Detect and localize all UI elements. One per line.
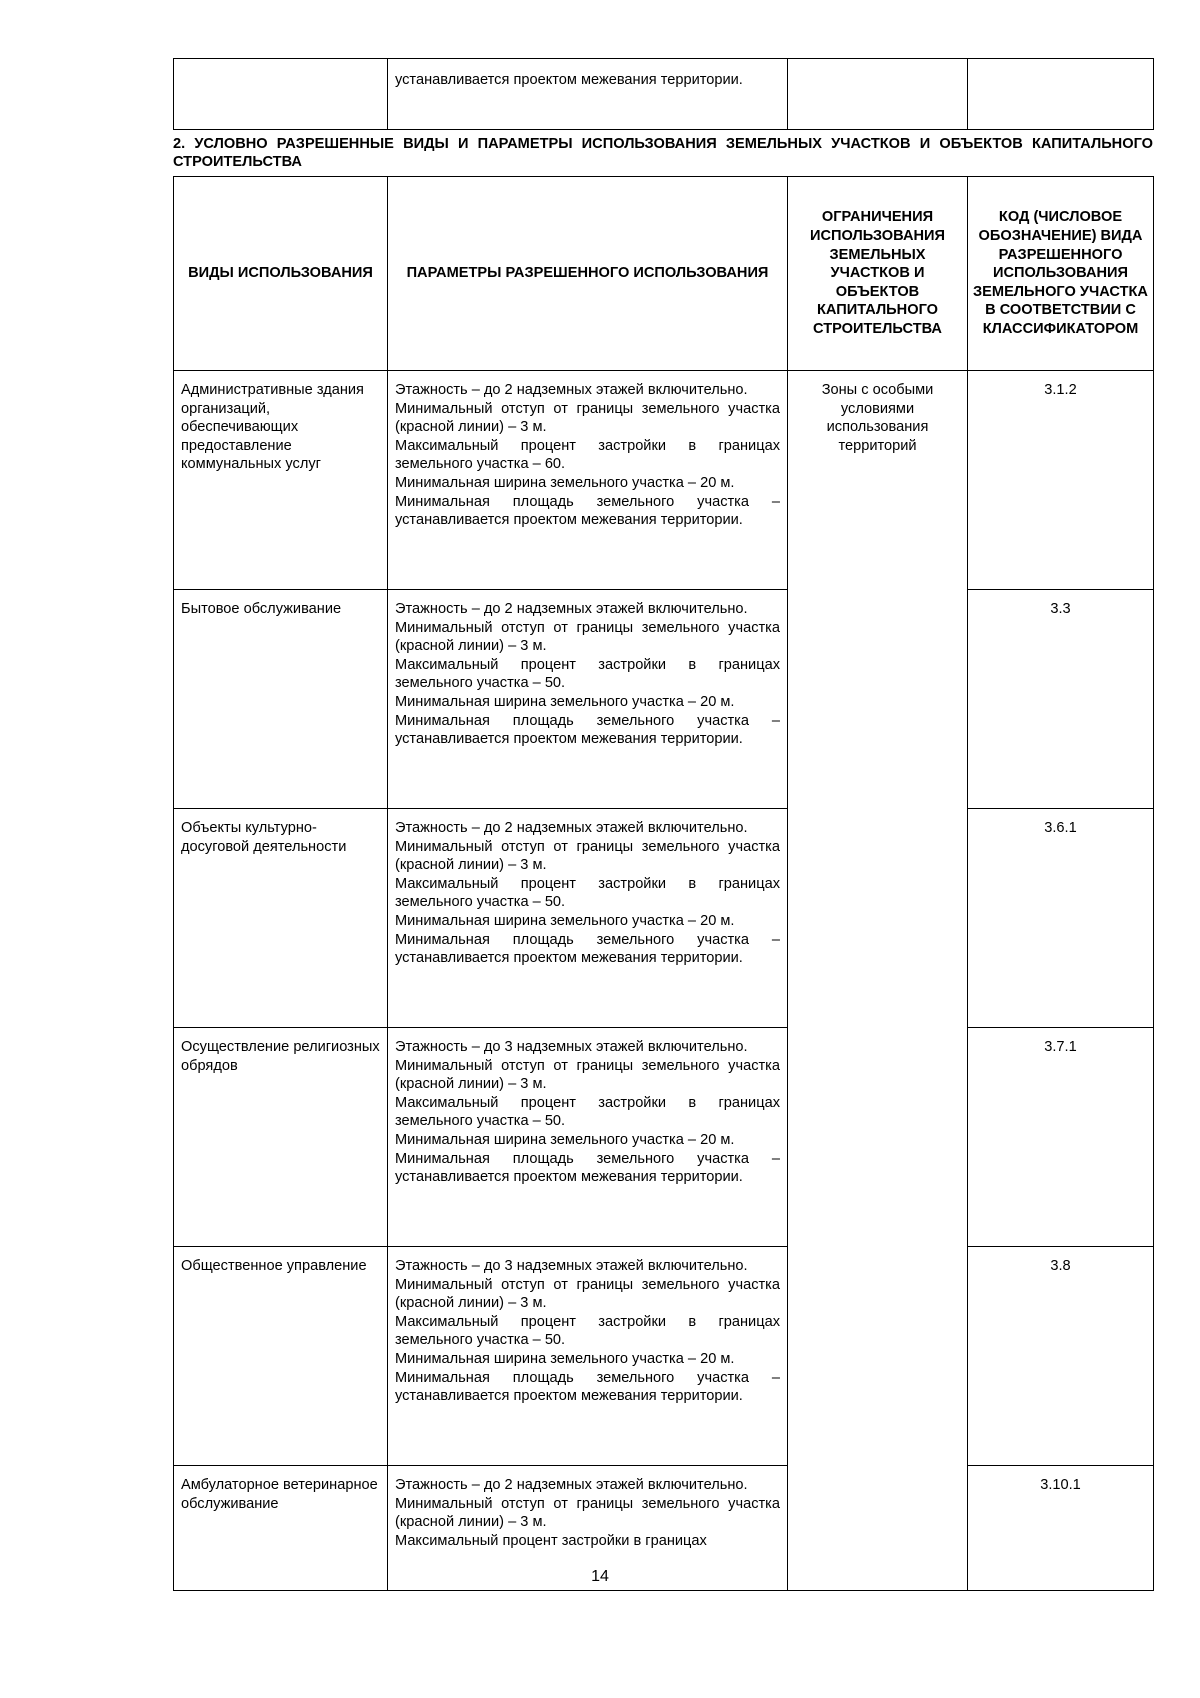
header-params: ПАРАМЕТРЫ РАЗРЕШЕННОГО ИСПОЛЬЗОВАНИЯ: [388, 177, 788, 371]
param-line: Минимальная площадь земельного участка – устанавливается проектом межевания территории.: [395, 1150, 780, 1186]
header-restrictions: ОГРАНИЧЕНИЯ ИСПОЛЬЗОВАНИЯ ЗЕМЕЛЬНЫХ УЧАСТКОВ И ОБЪЕКТОВ КАПИТАЛЬНОГО СТРОИТЕЛЬСТВА: [788, 177, 968, 371]
param-line: Минимальный отступ от границы земельного участка (красной линии) – 3 м.: [395, 1276, 780, 1312]
cell-params: [388, 1247, 788, 1466]
cell-code: 3.10.1: [968, 1466, 1154, 1591]
param-line: Минимальная площадь земельного участка – устанавливается проектом межевания территории.: [395, 1369, 780, 1405]
header-uses: ВИДЫ ИСПОЛЬЗОВАНИЯ: [174, 177, 388, 371]
param-line: Минимальная площадь земельного участка – устанавливается проектом межевания территории.: [395, 493, 780, 529]
table-row: [174, 59, 1154, 130]
param-line: Этажность – до 2 надземных этажей включительно.: [395, 1477, 748, 1493]
param-line: Этажность – до 3 надземных этажей включительно.: [395, 1039, 748, 1055]
param-line: Максимальный процент застройки в границах земельного участка – 60.: [395, 437, 780, 473]
param-line: Минимальная ширина земельного участка – 20 м.: [395, 693, 735, 710]
cell-name: Амбулаторное ветеринарное обслуживание: [174, 1466, 388, 1591]
cell-name: Бытовое обслуживание: [174, 590, 388, 809]
param-line: Минимальная ширина земельного участка – 20 м.: [395, 912, 735, 929]
param-line: Минимальная площадь земельного участка – устанавливается проектом межевания территории.: [395, 712, 780, 748]
conditional-uses-table: [173, 176, 1154, 1591]
table-row: [174, 1028, 1154, 1247]
param-line: Минимальный отступ от границы земельного участка (красной линии) – 3 м.: [395, 400, 780, 436]
cell-name: Административные здания организаций, обеспечивающих предоставление коммунальных услуг: [174, 371, 388, 590]
cell-name: Осуществление религиозных обрядов: [174, 1028, 388, 1247]
cell-restrictions: Зоны с особыми условиями использования территорий: [788, 371, 968, 1591]
param-line: Максимальный процент застройки в границах земельного участка – 50.: [395, 1094, 780, 1130]
param-line: Максимальный процент застройки в границах земельного участка – 50.: [395, 1313, 780, 1349]
cell-params: [388, 590, 788, 809]
table-row: [174, 590, 1154, 809]
cell-code: 3.7.1: [968, 1028, 1154, 1247]
param-line: Этажность – до 2 надземных этажей включительно.: [395, 382, 748, 398]
cell-name: Общественное управление: [174, 1247, 388, 1466]
param-line: Минимальная площадь земельного участка – устанавливается проектом межевания территории.: [395, 931, 780, 967]
param-line: Минимальная ширина земельного участка – 20 м.: [395, 474, 735, 491]
cell-params: [388, 371, 788, 590]
param-line: Минимальный отступ от границы земельного участка (красной линии) – 3 м.: [395, 1495, 780, 1531]
cell-code: 3.6.1: [968, 809, 1154, 1028]
cell-params: [388, 59, 788, 130]
cell-restrictions: [788, 59, 968, 130]
table-row: [174, 809, 1154, 1028]
param-line: Минимальный отступ от границы земельного участка (красной линии) – 3 м.: [395, 838, 780, 874]
cell-code: [968, 59, 1154, 130]
cell-params: [388, 809, 788, 1028]
param-line: Минимальный отступ от границы земельного участка (красной линии) – 3 м.: [395, 1057, 780, 1093]
param-line: Минимальный отступ от границы земельного участка (красной линии) – 3 м.: [395, 619, 780, 655]
cell-params: [388, 1028, 788, 1247]
cell-code: 3.3: [968, 590, 1154, 809]
param-line: устанавливается проектом межевания территории.: [395, 72, 743, 88]
header-code: КОД (ЧИСЛОВОЕ ОБОЗНАЧЕНИЕ) ВИДА РАЗРЕШЕННОГО ИСПОЛЬЗОВАНИЯ ЗЕМЕЛЬНОГО УЧАСТКА В СООТВЕТСТВИИ С КЛАССИФИКАТОРОМ: [968, 177, 1154, 371]
param-line: Максимальный процент застройки в границах: [395, 1532, 707, 1549]
table-row: [174, 371, 1154, 590]
param-line: Этажность – до 2 надземных этажей включительно.: [395, 820, 748, 836]
section-heading: 2. УСЛОВНО РАЗРЕШЕННЫЕ ВИДЫ И ПАРАМЕТРЫ ИСПОЛЬЗОВАНИЯ ЗЕМЕЛЬНЫХ УЧАСТКОВ И ОБЪЕКТОВ КАПИТАЛЬНОГО СТРОИТЕЛЬСТВА: [173, 136, 1153, 170]
param-line: Максимальный процент застройки в границах земельного участка – 50.: [395, 656, 780, 692]
param-line: Минимальная ширина земельного участка – 20 м.: [395, 1350, 735, 1367]
table-header-row: [174, 177, 1154, 371]
page-number: 14: [591, 1568, 609, 1585]
table-row: [174, 1247, 1154, 1466]
param-line: Минимальная ширина земельного участка – 20 м.: [395, 1131, 735, 1148]
cell-code: 3.1.2: [968, 371, 1154, 590]
param-line: Максимальный процент застройки в границах земельного участка – 50.: [395, 875, 780, 911]
cell-code: 3.8: [968, 1247, 1154, 1466]
param-line: Этажность – до 2 надземных этажей включительно.: [395, 601, 748, 617]
param-line: Этажность – до 3 надземных этажей включительно.: [395, 1258, 748, 1274]
continuation-table: [173, 58, 1154, 130]
cell-name: [174, 59, 388, 130]
cell-name: Объекты культурно-досуговой деятельности: [174, 809, 388, 1028]
